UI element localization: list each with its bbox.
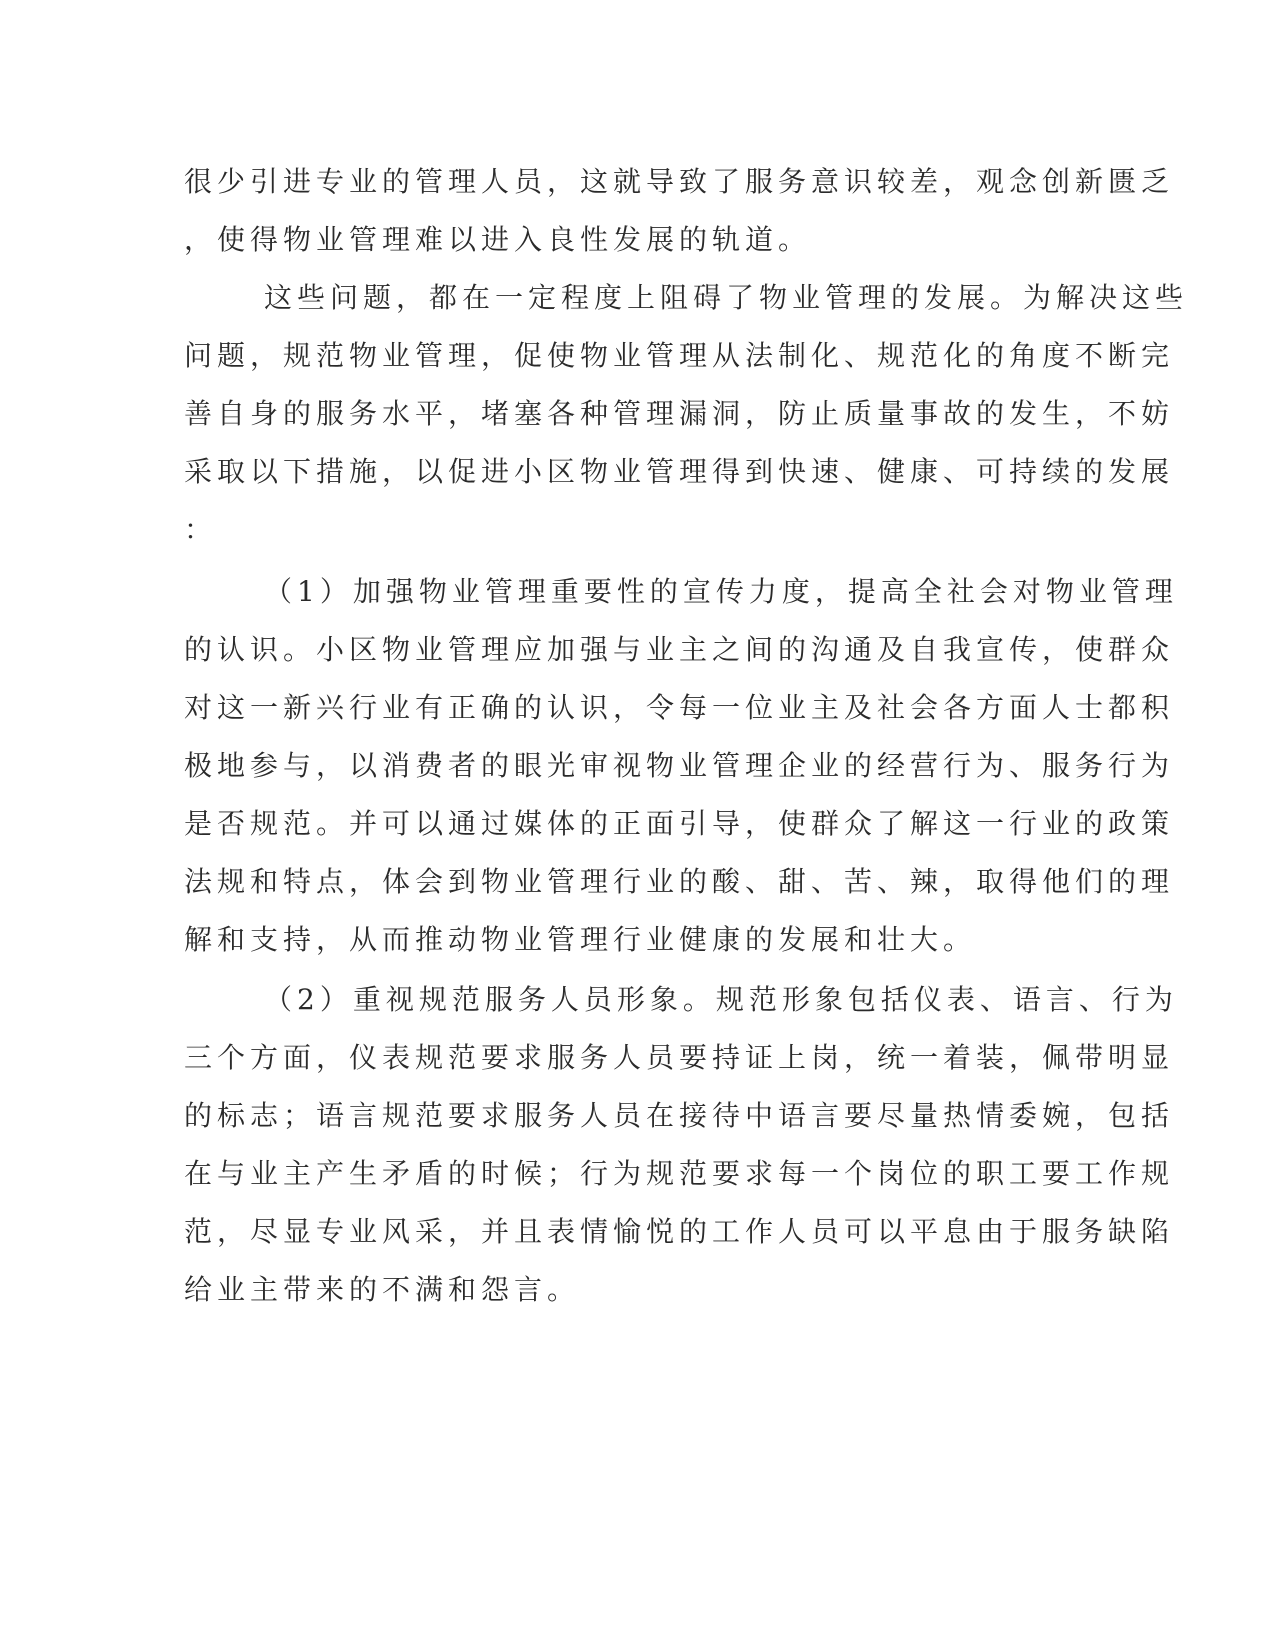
text-line: 问题，规范物业管理，促使物业管理从法制化、规范化的角度不断完: [184, 339, 1175, 372]
text-line: ，使得物业管理难以进入良性发展的轨道。: [184, 223, 812, 256]
text-line: 范，尽显专业风采，并且表情愉悦的工作人员可以平息由于服务缺陷: [184, 1215, 1175, 1248]
text-line: 是否规范。并可以通过媒体的正面引导，使群众了解这一行业的政策: [184, 807, 1175, 840]
paragraph-start-line: （2）重视规范服务人员形象。规范形象包括仪表、语言、行为: [264, 983, 1178, 1016]
text-line: 法规和特点，体会到物业管理行业的酸、甜、苦、辣，取得他们的理: [184, 865, 1175, 898]
text-line: 善自身的服务水平，堵塞各种管理漏洞，防止质量事故的发生，不妨: [184, 397, 1175, 430]
text-line: 在与业主产生矛盾的时候；行为规范要求每一个岗位的职工要工作规: [184, 1157, 1175, 1190]
text-line: 采取以下措施，以促进小区物业管理得到快速、健康、可持续的发展: [184, 455, 1175, 488]
text-line: ：: [184, 513, 218, 546]
text-line: 的标志；语言规范要求服务人员在接待中语言要尽量热情委婉，包括: [184, 1099, 1175, 1132]
text-line: 极地参与，以消费者的眼光审视物业管理企业的经营行为、服务行为: [184, 749, 1175, 782]
text-line: 解和支持，从而推动物业管理行业健康的发展和壮大。: [184, 923, 977, 956]
text-line: 的认识。小区物业管理应加强与业主之间的沟通及自我宣传，使群众: [184, 633, 1175, 666]
text-line: 三个方面，仪表规范要求服务人员要持证上岗，统一着装，佩带明显: [184, 1041, 1175, 1074]
text-line: 给业主带来的不满和怨言。: [184, 1273, 581, 1306]
text-line: 很少引进专业的管理人员，这就导致了服务意识较差，观念创新匮乏: [184, 165, 1175, 198]
paragraph-start-line: （1）加强物业管理重要性的宣传力度，提高全社会对物业管理: [264, 575, 1178, 608]
text-line: 对这一新兴行业有正确的认识，令每一位业主及社会各方面人士都积: [184, 691, 1175, 724]
paragraph-start-line: 这些问题，都在一定程度上阻碍了物业管理的发展。为解决这些: [264, 281, 1189, 314]
